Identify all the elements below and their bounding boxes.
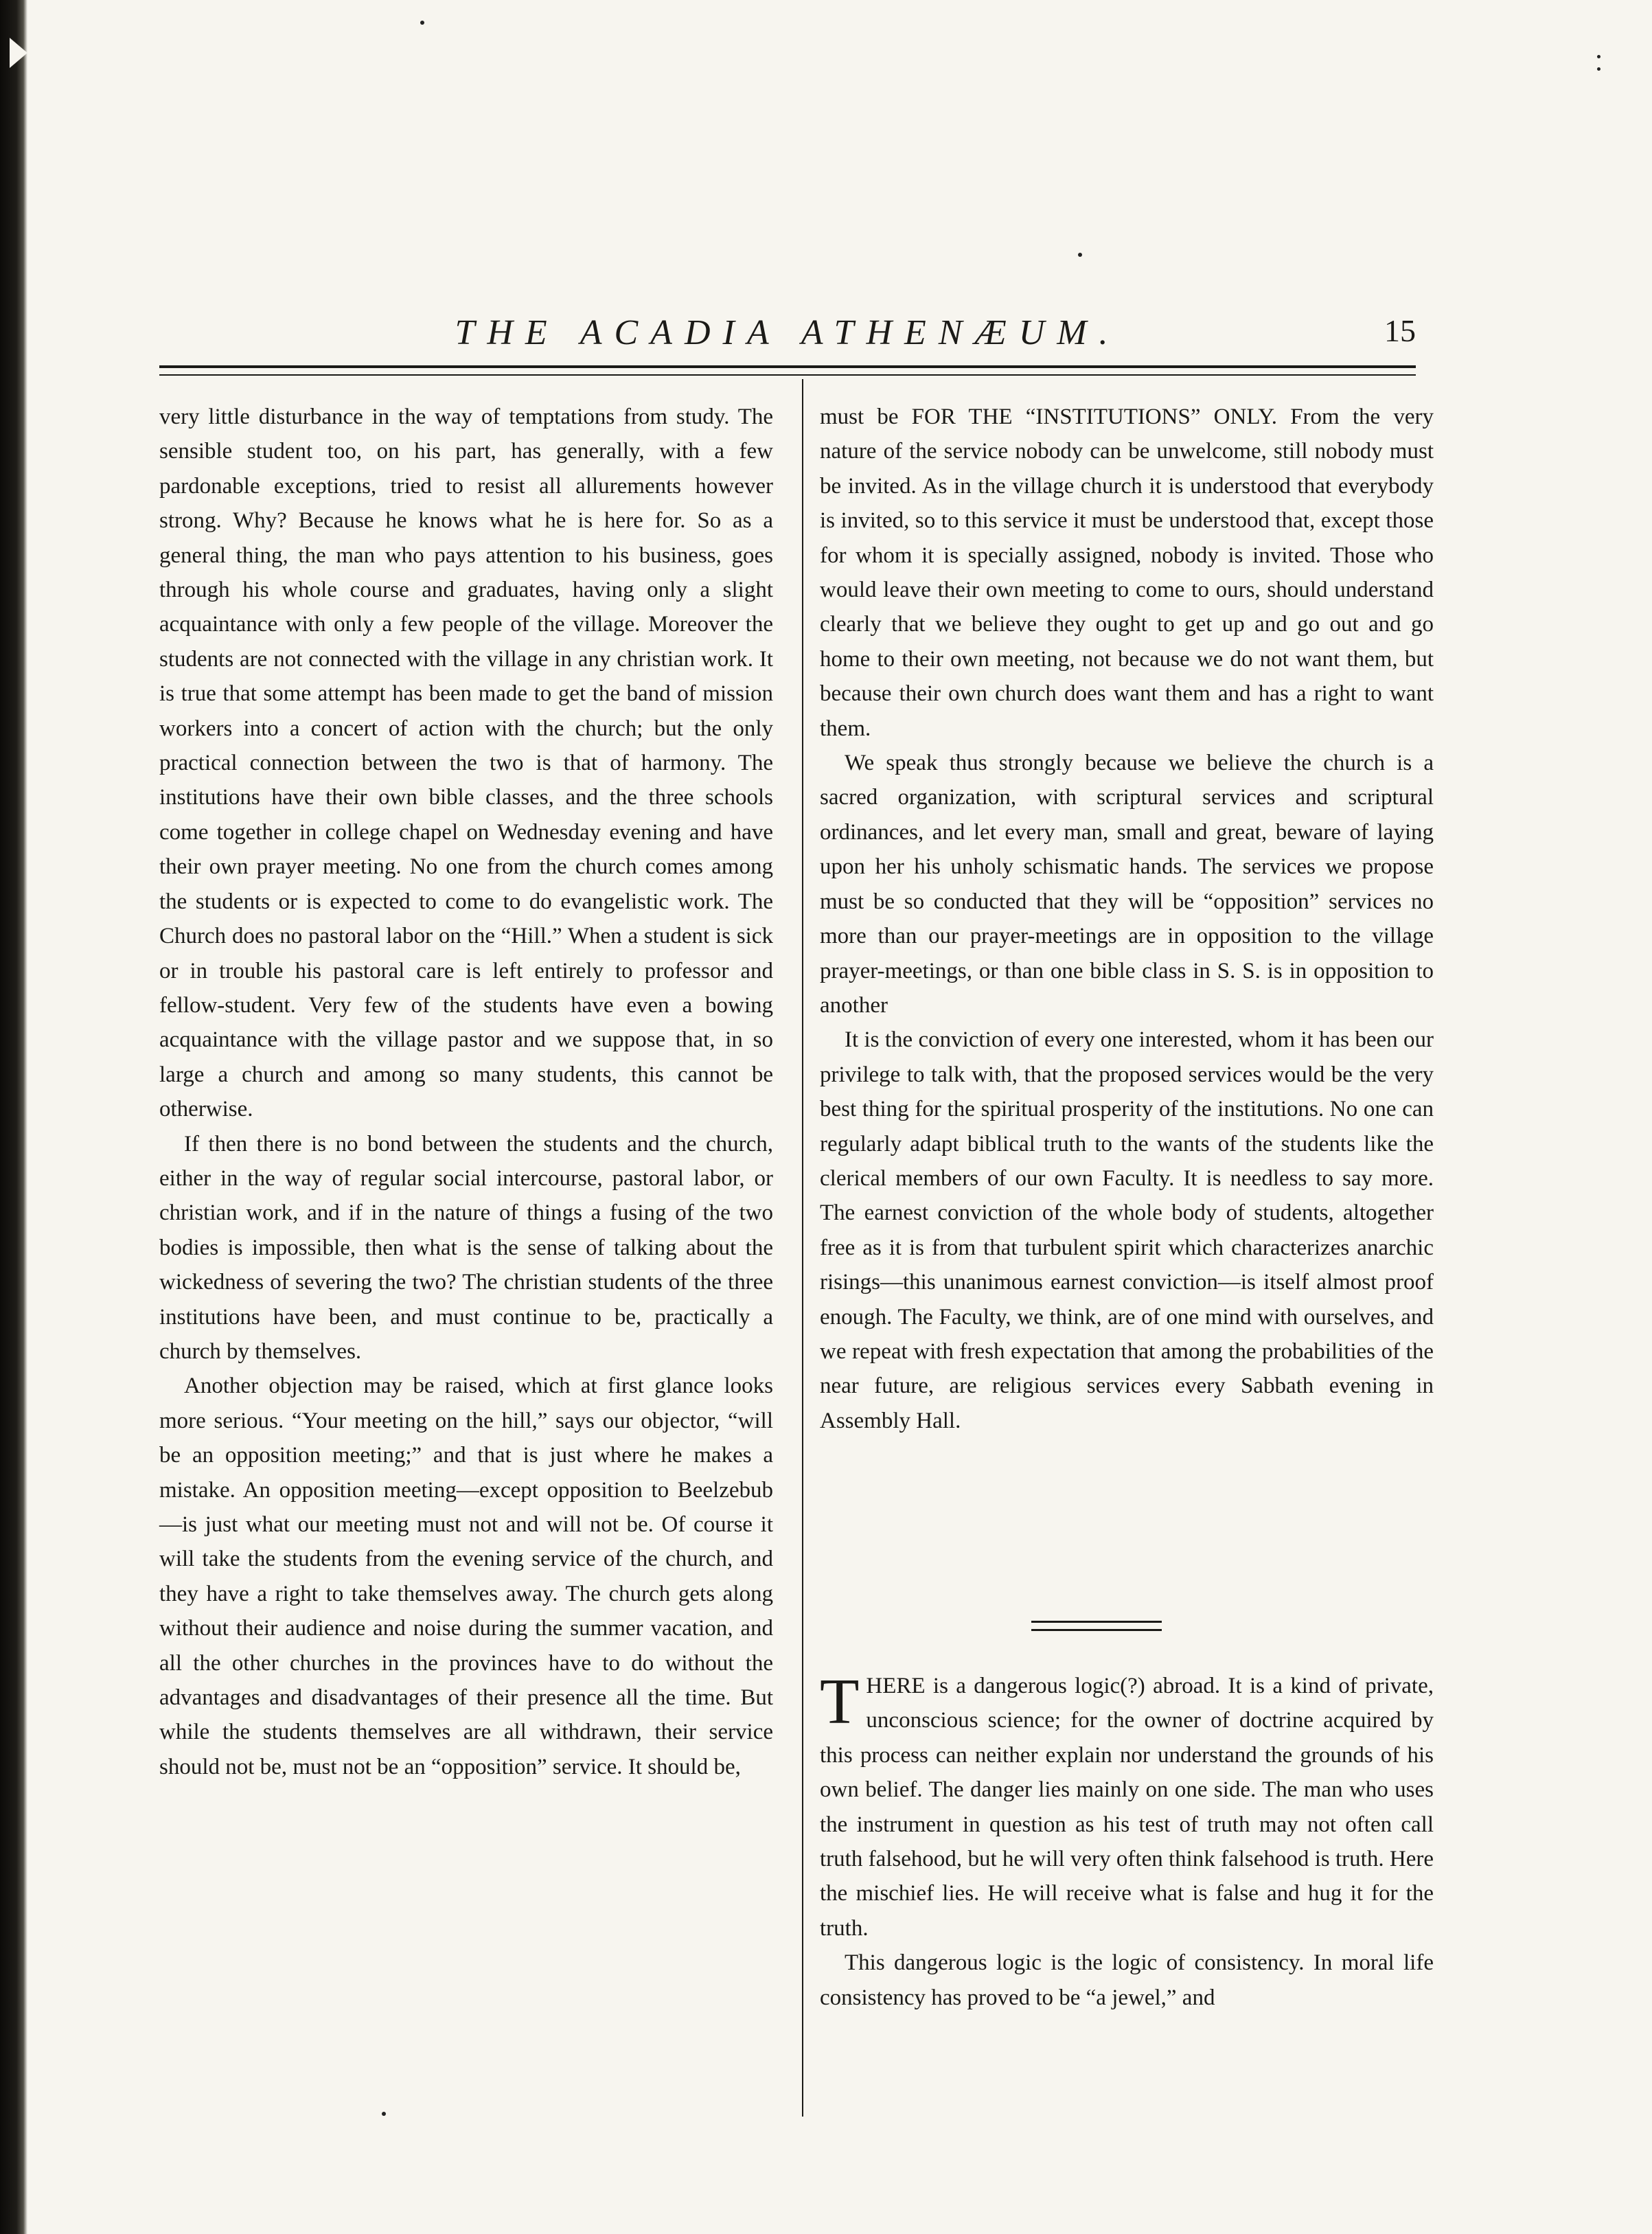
- article-separator-rule: [1031, 1629, 1162, 1631]
- header-rule-thin: [159, 374, 1416, 376]
- right-paragraph-2: We speak thus strongly because we believe the church is a sacred organization, with scriptural services and scriptural ordinances, and let every man, small and great, beware of laying upon her his unholy schismatic hands. The services we propose must be so conducted that they will be “opposition” services no more than our prayer-meetings are in opposition to the village prayer-meetings, or than one bible class in S. S. is in opposition to another: [820, 751, 1434, 1018]
- column-divider: [802, 379, 803, 2117]
- left-paragraph-3: Another objection may be raised, which at first glance looks more serious. “Your meeting on the hill,” says our objector, “will be an opposition meeting;” and that is just where he makes a mistake. An opposition meeting—except opposition to Beelzebub—is just what our meeting must not and will not be. Of course it will take the students from the evening service of the church, and they have a right to take themselves away. The church gets along without their audience and noise during the summer vacation, and all the other churches in the provinces have to do without the advantages and disadvantages of their presence all the time. But while the students themselves are all withdrawn, their service should not be, must not be an “opposition” service. It should be,: [159, 1374, 773, 1779]
- binding-notch: [10, 38, 27, 68]
- next-article-paragraph-2: This dangerous logic is the logic of consistency. In moral life consistency has proved to be “a jewel,” and: [820, 1950, 1434, 2010]
- right-paragraph-1: must be FOR THE “INSTITUTIONS” ONLY. From the very nature of the service nobody can be unwelcome, still nobody must be invited. As in the village church it is understood that everybody is invited, so to this service it must be understood that, except those for whom it is specially assigned, nobody is invited. Those who would leave their own meeting to come to ours, should understand clearly that we believe they ought to get up and go out and go home to their own meeting, not because we do not want them, but because their own church does want them and has a right to want them.: [820, 404, 1434, 741]
- left-column: [159, 400, 773, 1784]
- ink-speck: [1597, 67, 1601, 71]
- drop-cap: T: [820, 1666, 860, 1737]
- header-rule-thick: [159, 365, 1416, 368]
- ink-speck: [1597, 55, 1601, 58]
- right-paragraph-3: It is the conviction of every one interested, whom it has been our privilege to talk with, that the proposed services would be the very best thing for the spiritual prosperity of the institutions. No one can regularly adapt biblical truth to the wants of the students like the clerical members of our own Faculty. It is needless to say more. The earnest conviction of the whole body of students, altogether free as it is from that turbulent spirit which characterizes anarchic risings—this unanimous earnest conviction—is itself almost proof enough. The Faculty, we think, are of one mind with ourselves, and we repeat with fresh expectation that among the probabilities of the near future, are religious services every Sabbath evening in Assembly Hall.: [820, 1027, 1434, 1433]
- left-paragraph-1: very little disturbance in the way of temptations from study. The sensible student too, on his part, has generally, with a few pardonable exceptions, tried to resist all allurements however strong. Why? Because he knows what he is here for. So as a general thing, the man who pays attention to his business, goes through his whole course and graduates, having only a slight acquaintance with only a few people of the village. Moreover the students are not connected with the village in any christian work. It is true that some attempt has been made to get the band of mission workers into a concert of action with the church; but the only practical connection between the two is that of harmony. The institutions have their own bible classes, and the three schools come together in college chapel on Wednesday evening and have their own prayer meeting. No one from the church comes among the students or is expected to come to do evangelistic work. The Church does no pastoral labor on the “Hill.” When a student is sick or in trouble his pastoral care is left entirely to professor and fellow-student. Very few of the students have even a bowing acquaintance with the village pastor and we suppose that, in so large a church and among so many students, this cannot be otherwise.: [159, 404, 773, 1122]
- ink-speck: [382, 2112, 386, 2116]
- page-number: 15: [1384, 313, 1416, 348]
- right-column: [820, 400, 1434, 1438]
- next-article-paragraph-1-text: HERE is a dangerous logic(?) abroad. It is a kind of private, unconscious science; for the owner of doctrine acquired by this process can neither explain nor understand the grounds of his own belief. The danger lies mainly on one side. The man who uses the instrument in question as his test of truth may not often call truth falsehood, but he will very often think falsehood is truth. Here the mischief lies. He will receive what is false and hug it for the truth.: [820, 1674, 1434, 1941]
- next-article: [820, 1666, 1434, 2015]
- running-title: THE ACADIA ATHENÆUM.: [455, 313, 1121, 352]
- article-separator-rule: [1031, 1621, 1162, 1623]
- left-paragraph-2: If then there is no bond between the students and the church, either in the way of regular social intercourse, pastoral labor, or christian work, and if in the nature of things a fusing of the two bodies is impossible, then what is the sense of talking about the wickedness of severing the two? The christian students of the three institutions have been, and must continue to be, practically a church by themselves.: [159, 1131, 773, 1364]
- ink-speck: [1078, 253, 1082, 257]
- page-header: [159, 304, 1416, 359]
- next-article-paragraph-1: [820, 1666, 1434, 1946]
- ink-speck: [420, 21, 424, 25]
- page-binding-edge: [0, 0, 27, 2234]
